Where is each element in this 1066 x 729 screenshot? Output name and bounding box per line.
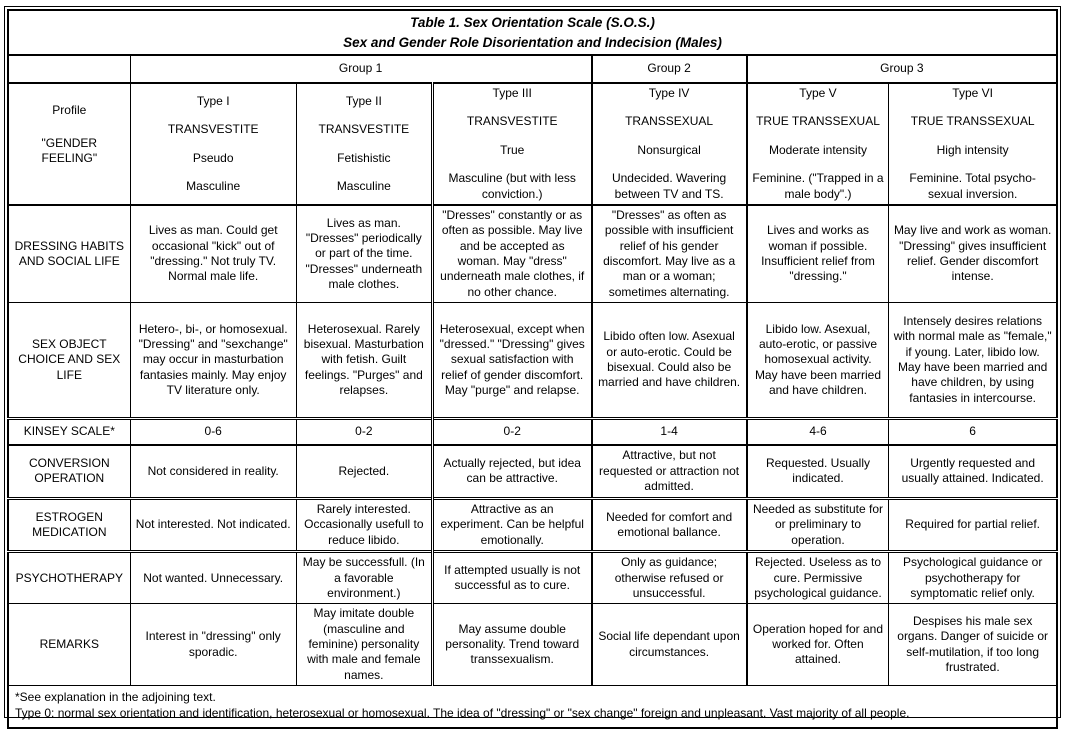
sex-object-cell-3: Heterosexual, except when "dressed." "Dressing" gives sexual satisfaction with relief of gender discomfort. May "purge" and relapse. [432, 303, 591, 419]
profile-type-v [747, 83, 889, 205]
sex-object-cell-1: Hetero-, bi-, or homosexual. "Dressing" and "sexchange" may occur in masturbation fantasies mainly. May enjoy TV literature only. [130, 303, 296, 419]
row-label-estrogen-medication: ESTROGEN MEDICATION [8, 499, 130, 552]
type-i-name: TRANSVESTITE [167, 122, 259, 137]
type-ii-label: Type II [345, 93, 382, 108]
kinsey-scale-cell-6: 6 [889, 419, 1057, 445]
psychotherapy-cell-3: If attempted usually is not successful as to cure. [432, 552, 591, 604]
conversion-operation-cell-1: Not considered in reality. [130, 445, 296, 499]
dressing-habits-cell-1: Lives as man. Could get occasional "kick" out of "dressing." Not truly TV. Normal male life. [130, 205, 296, 303]
type-ii-feeling: Masculine [336, 178, 391, 193]
row-label-psychotherapy: PSYCHOTHERAPY [8, 552, 130, 604]
type-i-subtitle: Pseudo [192, 150, 234, 165]
footnote-line2: Type 0: normal sex orientation and identification, heterosexual or homosexual. The idea of "dressing" or "sex change" foreign and unpleasant. Vast majority of all people. [15, 706, 910, 721]
profile-type-iv [592, 83, 747, 205]
type-ii-subtitle: Fetishistic [337, 150, 391, 165]
corner-cell [8, 55, 130, 83]
estrogen-medication-cell-5: Needed as substitute for or preliminary to operation. [747, 499, 889, 552]
psychotherapy-cell-6: Psychological guidance or psychotherapy for symptomatic relief only. [889, 552, 1057, 604]
dressing-habits-cell-3: "Dresses" constantly or as often as possible. May live and be accepted as woman. May "dress" underneath male clothes, if no other chance. [432, 205, 591, 303]
sex-object-cell-2: Heterosexual. Rarely bisexual. Masturbation with fetish. Guilt feelings. "Purges" and relapses. [296, 303, 432, 419]
type-iii-feeling: Masculine (but with less conviction.) [448, 171, 576, 201]
sex-orientation-scale-table [7, 9, 1058, 729]
type-iv-label: Type IV [648, 86, 690, 101]
type-v-label: Type V [799, 86, 837, 101]
type-vi-name: TRUE TRANSSEXUAL [910, 114, 1035, 129]
table-title [8, 10, 1057, 55]
kinsey-scale-cell-4: 1-4 [592, 419, 747, 445]
psychotherapy-cell-2: May be successfull. (In a favorable environment.) [296, 552, 432, 604]
type-iv-name: TRANSSEXUAL [625, 114, 714, 129]
kinsey-scale-cell-2: 0-2 [296, 419, 432, 445]
type-v-name: TRUE TRANSSEXUAL [756, 114, 880, 129]
type-vi-subtitle: High intensity [936, 142, 1009, 157]
remarks-cell-2: May imitate double (masculine and feminine) personality with male and female names. [296, 604, 432, 686]
row-label-dressing-habits: DRESSING HABITS AND SOCIAL LIFE [8, 205, 130, 303]
row-label-profile [8, 83, 130, 205]
remarks-cell-4: Social life dependant upon circumstances. [592, 604, 747, 686]
psychotherapy-cell-1: Not wanted. Unnecessary. [130, 552, 296, 604]
dressing-habits-cell-6: May live and work as woman. "Dressing" gives insufficient relief. Gender discomfort intense. [889, 205, 1057, 303]
conversion-operation-cell-6: Urgently requested and usually attained. Indicated. [889, 445, 1057, 499]
dressing-habits-cell-4: "Dresses" as often as possible with insufficient relief of his gender discomfort. May live as a man or a woman; sometimes alternating. [592, 205, 747, 303]
table-title-line1: Table 1. Sex Orientation Scale (S.O.S.) [410, 15, 655, 30]
group1-header: Group 1 [130, 55, 591, 83]
profile-type-ii [296, 83, 432, 205]
row-label-remarks: REMARKS [8, 604, 130, 686]
type-vi-label: Type VI [952, 86, 993, 101]
row-label-sex-object: SEX OBJECT CHOICE AND SEX LIFE [8, 303, 130, 419]
footnote-line1: *See explanation in the adjoining text. [15, 690, 216, 705]
kinsey-scale-cell-3: 0-2 [432, 419, 591, 445]
dressing-habits-cell-2: Lives as man. "Dresses" periodically or part of the time. "Dresses" underneath male clothes. [296, 205, 432, 303]
type-iii-label: Type III [492, 86, 532, 101]
sex-object-cell-5: Libido low. Asexual, auto-erotic, or passive homosexual activity. May have been married and have children. [747, 303, 889, 419]
type-v-feeling: Feminine. ("Trapped in a male body".) [752, 171, 884, 201]
kinsey-scale-cell-5: 4-6 [747, 419, 889, 445]
type-iii-subtitle: True [500, 142, 525, 157]
group3-header: Group 3 [747, 55, 1057, 83]
profile-type-vi [889, 83, 1057, 205]
type-iv-feeling: Undecided. Wavering between TV and TS. [611, 171, 727, 201]
footnotes [8, 686, 1057, 728]
row-label-kinsey-scale: KINSEY SCALE* [8, 419, 130, 445]
sex-object-cell-4: Libido often low. Asexual or auto-erotic. Could be bisexual. Could also be married and have children. [592, 303, 747, 419]
psychotherapy-cell-4: Only as guidance; otherwise refused or unsuccessful. [592, 552, 747, 604]
remarks-cell-5: Operation hoped for and worked for. Often attained. [747, 604, 889, 686]
type-v-subtitle: Moderate intensity [768, 142, 868, 157]
profile-type-i [130, 83, 296, 205]
conversion-operation-cell-5: Requested. Usually indicated. [747, 445, 889, 499]
table-outer-frame [4, 6, 1061, 721]
conversion-operation-cell-4: Attractive, but not requested or attraction not admitted. [592, 445, 747, 499]
type-ii-name: TRANSVESTITE [318, 122, 410, 137]
conversion-operation-cell-3: Actually rejected, but idea can be attractive. [432, 445, 591, 499]
type-vi-feeling: Feminine. Total psycho-sexual inversion. [909, 171, 1036, 201]
sex-object-cell-6: Intensely desires relations with normal male as "female," if young. Later, libido low. May have been married and have children, by using fantasies in intercourse. [889, 303, 1057, 419]
estrogen-medication-cell-4: Needed for comfort and emotional ballance. [592, 499, 747, 552]
group2-header: Group 2 [592, 55, 747, 83]
remarks-cell-6: Despises his male sex organs. Danger of suicide or self-mutilation, if too long frustrated. [889, 604, 1057, 686]
remarks-cell-3: May assume double personality. Trend toward transsexualism. [432, 604, 591, 686]
estrogen-medication-cell-3: Attractive as an experiment. Can be helpful emotionally. [432, 499, 591, 552]
type-i-feeling: Masculine [186, 178, 241, 193]
table-title-line2: Sex and Gender Role Disorientation and Indecision (Males) [343, 34, 722, 50]
row-label-conversion-operation: CONVERSION OPERATION [8, 445, 130, 499]
profile-label-line2: "GENDER FEELING" [41, 135, 98, 166]
profile-type-iii [432, 83, 591, 205]
kinsey-scale-cell-1: 0-6 [130, 419, 296, 445]
psychotherapy-cell-5: Rejected. Useless as to cure. Permissive psychological guidance. [747, 552, 889, 604]
profile-label-line1: Profile [52, 103, 87, 118]
type-iv-subtitle: Nonsurgical [637, 142, 701, 157]
type-i-label: Type I [196, 93, 230, 108]
estrogen-medication-cell-1: Not interested. Not indicated. [130, 499, 296, 552]
estrogen-medication-cell-2: Rarely interested. Occasionally usefull to reduce libido. [296, 499, 432, 552]
remarks-cell-1: Interest in "dressing" only sporadic. [130, 604, 296, 686]
dressing-habits-cell-5: Lives and works as woman if possible. Insufficient relief from "dressing." [747, 205, 889, 303]
conversion-operation-cell-2: Rejected. [296, 445, 432, 499]
estrogen-medication-cell-6: Required for partial relief. [889, 499, 1057, 552]
type-iii-name: TRANSVESTITE [466, 114, 558, 129]
